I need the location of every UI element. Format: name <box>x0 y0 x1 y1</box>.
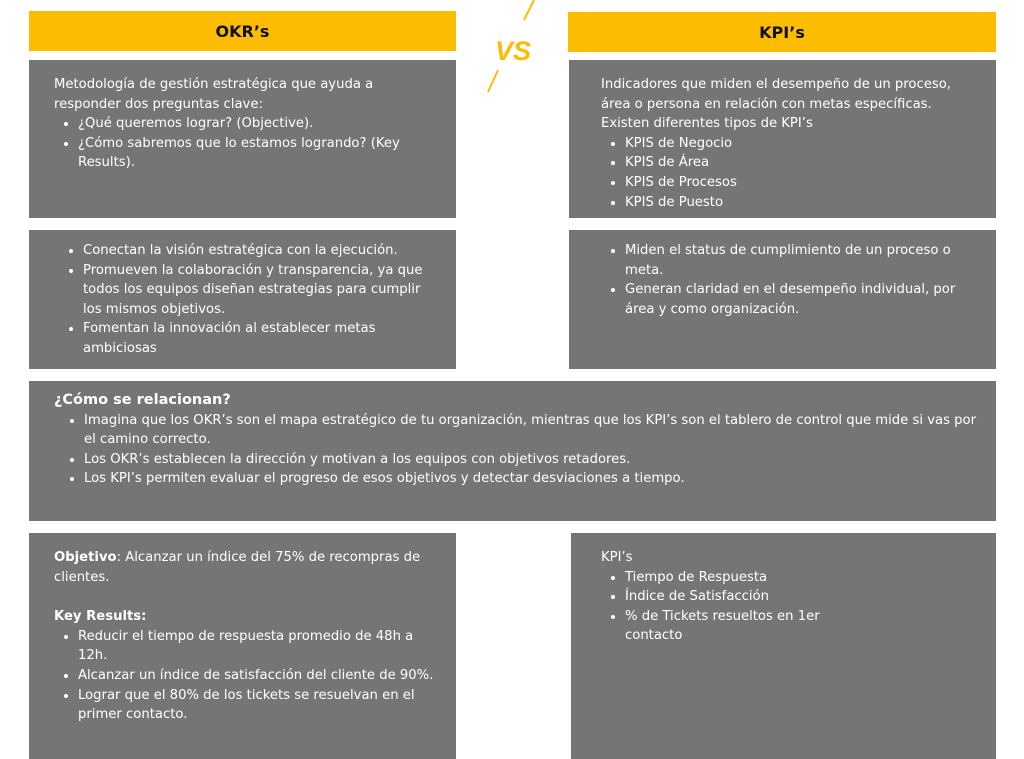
list-item: • Fomentan la innovación al establecer metas ambiciosas <box>83 319 436 358</box>
kpi-header <box>568 12 996 52</box>
kpi-example-box <box>571 533 996 759</box>
list-item: • Lograr que el 80% de los tickets se resuelvan en el primer contacto. <box>78 686 436 725</box>
kpi-header-label: KPI’s <box>759 22 805 42</box>
kpi-example-label: KPI’s <box>601 550 633 565</box>
list-item: • Alcanzar un índice de satisfacción del cliente de 90%. <box>78 666 436 686</box>
key-results-label: Key Results: <box>54 609 147 625</box>
list-item: • % de Tickets resueltos en 1er contacto <box>625 607 840 646</box>
okr-definition-text: Metodología de gestión estratégica que ayuda a responder dos preguntas clave: <box>54 77 374 112</box>
relation-list <box>54 411 978 489</box>
list-item: • Reducir el tiempo de respuesta promedio de 48h a 12h. <box>78 627 436 666</box>
okr-benefits-box <box>29 230 456 369</box>
objective-text: : Alcanzar un índice del 75% de recompras de clientes. <box>54 550 421 585</box>
objective-label: Objetivo <box>54 550 117 565</box>
okr-benefits-list <box>59 241 436 359</box>
vs-graphic <box>486 0 536 95</box>
kpi-benefits-box <box>569 230 996 369</box>
vs-slash-top <box>524 0 534 20</box>
list-item: • Los OKR’s establecen la dirección y motivan a los equipos con objetivos retadores. <box>84 450 978 470</box>
relation-box <box>29 381 996 521</box>
list-item: • Los KPI’s permiten evaluar el progreso de esos objetivos y detectar desviaciones a tiempo. <box>84 469 978 489</box>
list-item: • KPIS de Área <box>625 153 976 173</box>
okr-header-label: OKR’s <box>215 21 270 41</box>
list-item: • KPIS de Procesos <box>625 173 976 193</box>
list-item: • ¿Cómo sabremos que lo estamos logrando? (Key Results). <box>78 134 436 173</box>
okr-objective <box>54 548 436 587</box>
key-results-list <box>54 627 436 725</box>
list-item: • Miden el status de cumplimiento de un proceso o meta. <box>625 241 976 280</box>
okr-definition-list <box>54 114 436 173</box>
okr-header <box>29 11 456 51</box>
list-item: • KPIS de Negocio <box>625 134 976 154</box>
kpi-definition-box <box>569 60 996 218</box>
okr-example-box <box>29 533 456 759</box>
vs-slash-bottom <box>488 70 498 92</box>
list-item: • ¿Qué queremos lograr? (Objective). <box>78 114 436 134</box>
kpi-definition-text: Indicadores que miden el desempeño de un proceso, área o persona en relación con metas específicas. Existen diferentes tipos de KPI’s <box>601 77 951 132</box>
kpi-benefits-list <box>601 241 976 319</box>
list-item: • Conectan la visión estratégica con la ejecución. <box>83 241 436 261</box>
relation-title: ¿Cómo se relacionan? <box>54 392 231 408</box>
list-item: • Tiempo de Respuesta <box>625 568 976 588</box>
okr-definition-box <box>29 60 456 218</box>
list-item: • KPIS de Puesto <box>625 193 976 213</box>
kpi-example-list <box>601 568 976 646</box>
kpi-definition-list <box>601 134 976 212</box>
list-item: • Imagina que los OKR’s son el mapa estratégico de tu organización, mientras que los KPI’s son el tablero de control que mide si vas por el camino correcto. <box>84 411 978 450</box>
list-item: • Generan claridad en el desempeño individual, por área y como organización. <box>625 280 976 319</box>
list-item: • Índice de Satisfacción <box>625 587 976 607</box>
list-item: • Promueven la colaboración y transparencia, ya que todos los equipos diseñan estrategias para cumplir los mismos objetivos. <box>83 261 436 320</box>
vs-label: VS <box>494 36 532 66</box>
